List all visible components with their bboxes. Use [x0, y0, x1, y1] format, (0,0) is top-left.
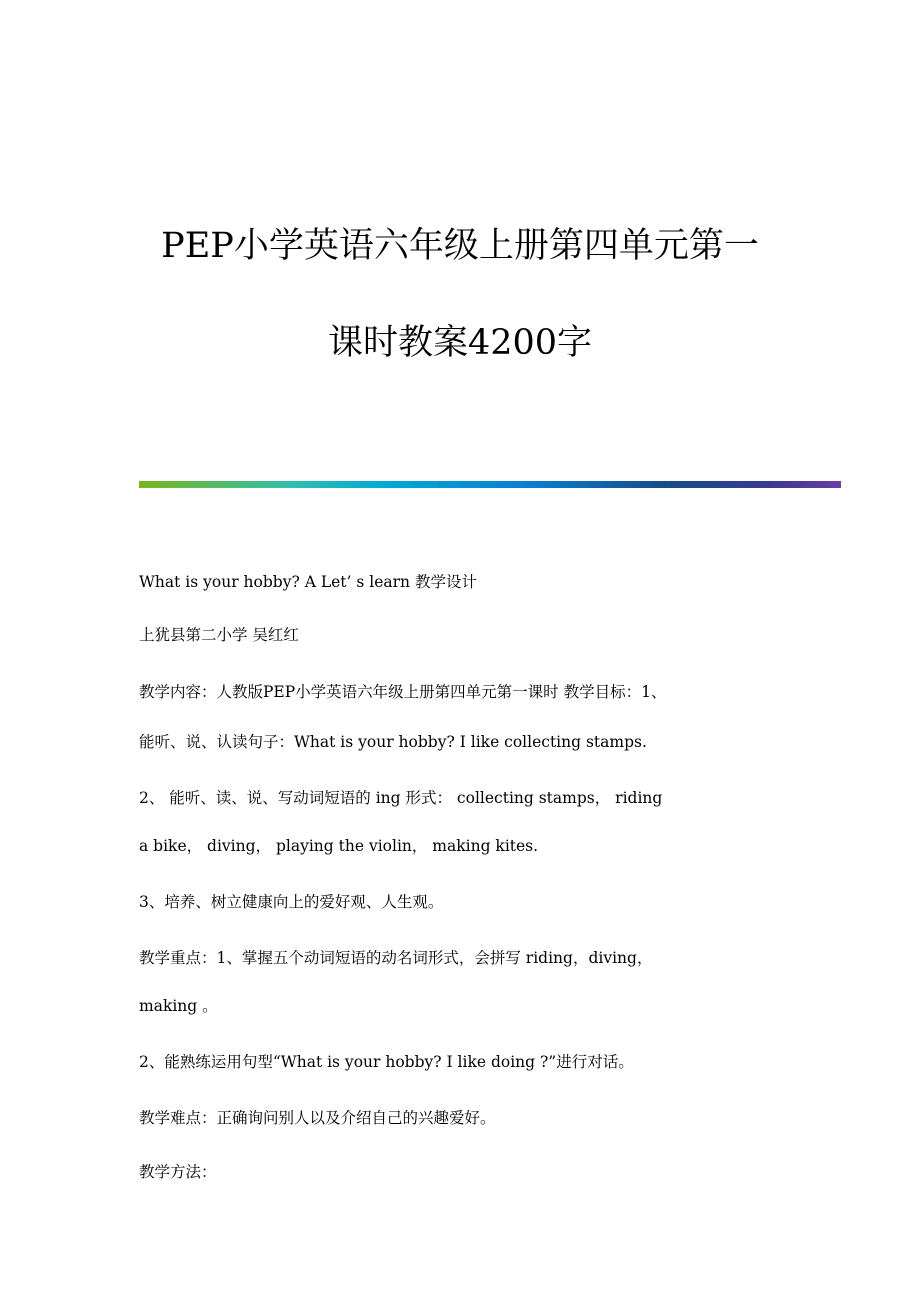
paragraph-line: 教学方法： — [139, 1163, 217, 1181]
paragraph-line: 3、培养、树立健康向上的爱好观、人生观。 — [139, 893, 444, 911]
author-line: 上犹县第二小学 吴红红 — [139, 626, 299, 644]
lesson-heading: What is your hobby? A Let’ s learn 教学设计 — [139, 573, 477, 591]
gradient-divider — [139, 481, 841, 488]
document-title-line-2: 课时教案4200字 — [327, 323, 593, 363]
paragraph-line: 教学重点：1、掌握五个动词短语的动名词形式，会拼写 riding，diving， — [139, 949, 653, 967]
document-title-line-1: PEP小学英语六年级上册第四单元第一 — [161, 226, 759, 266]
paragraph-line: making 。 — [139, 997, 218, 1015]
paragraph-line: 2、 能听、读、说、写动词短语的 ing 形式： collecting stamps， riding — [139, 789, 663, 807]
paragraph-line: a bike， diving， playing the violin， making kites. — [139, 837, 539, 855]
paragraph-line: 教学内容：人教版PEP小学英语六年级上册第四单元第一课时 教学目标：1、 — [139, 683, 667, 701]
paragraph-line: 教学难点：正确询问别人以及介绍自己的兴趣爱好。 — [139, 1109, 496, 1127]
paragraph-line: 能听、说、认读句子：What is your hobby? I like collecting stamps. — [139, 733, 647, 751]
paragraph-line: 2、能熟练运用句型“What is your hobby? I like doing ?”进行对话。 — [139, 1053, 634, 1071]
